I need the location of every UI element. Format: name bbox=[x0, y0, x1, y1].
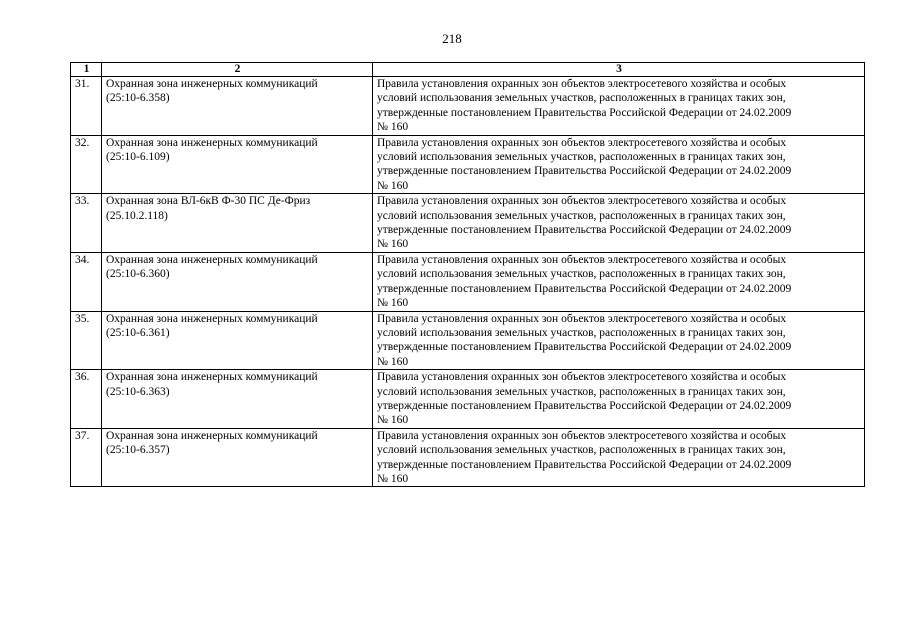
zone-name-line: Охранная зона инженерных коммуникаций bbox=[106, 371, 318, 384]
row-number: 34. bbox=[71, 252, 102, 311]
table-row bbox=[71, 194, 865, 253]
regulation-line: № 160 bbox=[377, 238, 409, 251]
regulation-line: условий использования земельных участков, расположенных в границах таких зон, bbox=[377, 444, 786, 457]
zone-name-cell bbox=[102, 370, 373, 429]
row-number: 33. bbox=[71, 194, 102, 253]
regulation-line: № 160 bbox=[377, 121, 409, 134]
zone-name-line: Охранная зона инженерных коммуникаций bbox=[106, 312, 318, 325]
regulation-line: Правила установления охранных зон объектов электросетевого хозяйства и особых bbox=[377, 136, 787, 149]
column-header-rules: 3 bbox=[373, 63, 865, 77]
zone-name-line: (25:10-6.109) bbox=[106, 151, 170, 164]
zone-name-line: (25:10-6.360) bbox=[106, 268, 170, 281]
regulation-line: утвержденные постановлением Правительства Российской Федерации от 24.02.2009 bbox=[377, 341, 792, 354]
zone-name-cell bbox=[102, 428, 373, 487]
regulation-line: утвержденные постановлением Правительства Российской Федерации от 24.02.2009 bbox=[377, 165, 792, 178]
regulation-cell bbox=[373, 370, 865, 429]
row-number: 32. bbox=[71, 135, 102, 194]
zone-name-line: (25:10-6.361) bbox=[106, 326, 170, 339]
row-number: 35. bbox=[71, 311, 102, 370]
header-row bbox=[71, 63, 865, 77]
zone-name-cell bbox=[102, 311, 373, 370]
regulation-cell bbox=[373, 77, 865, 136]
regulation-line: № 160 bbox=[377, 297, 409, 310]
regulation-cell bbox=[373, 135, 865, 194]
regulation-line: № 160 bbox=[377, 355, 409, 368]
regulation-line: условий использования земельных участков, расположенных в границах таких зон, bbox=[377, 92, 786, 105]
regulation-line: Правила установления охранных зон объектов электросетевого хозяйства и особых bbox=[377, 195, 787, 208]
regulation-line: Правила установления охранных зон объектов электросетевого хозяйства и особых bbox=[377, 371, 787, 384]
zone-name-cell bbox=[102, 77, 373, 136]
regulation-line: утвержденные постановлением Правительства Российской Федерации от 24.02.2009 bbox=[377, 458, 792, 471]
regulation-line: Правила установления охранных зон объектов электросетевого хозяйства и особых bbox=[377, 253, 787, 266]
regulation-line: Правила установления охранных зон объектов электросетевого хозяйства и особых bbox=[377, 78, 787, 90]
zone-name-line: (25.10.2.118) bbox=[106, 209, 168, 222]
zone-name-cell bbox=[102, 252, 373, 311]
regulation-line: утвержденные постановлением Правительства Российской Федерации от 24.02.2009 bbox=[377, 106, 792, 119]
regulation-line: утвержденные постановлением Правительства Российской Федерации от 24.02.2009 bbox=[377, 224, 792, 237]
zone-name-line: Охранная зона инженерных коммуникаций bbox=[106, 429, 318, 442]
table-row bbox=[71, 370, 865, 429]
table-row bbox=[71, 135, 865, 194]
zone-name-line: Охранная зона инженерных коммуникаций bbox=[106, 253, 318, 266]
table-row bbox=[71, 428, 865, 487]
row-number: 36. bbox=[71, 370, 102, 429]
zones-table bbox=[70, 62, 865, 487]
zone-name-line: (25:10-6.358) bbox=[106, 92, 170, 105]
regulation-line: Правила установления охранных зон объектов электросетевого хозяйства и особых bbox=[377, 312, 787, 325]
regulation-line: Правила установления охранных зон объектов электросетевого хозяйства и особых bbox=[377, 429, 787, 442]
regulation-line: № 160 bbox=[377, 414, 409, 427]
regulation-cell bbox=[373, 428, 865, 487]
zone-name-line: Охранная зона ВЛ-6кВ Ф-30 ПС Де-Фриз bbox=[106, 195, 311, 208]
table-row bbox=[71, 252, 865, 311]
row-number: 37. bbox=[71, 428, 102, 487]
table-body bbox=[71, 77, 865, 487]
regulation-line: условий использования земельных участков, расположенных в границах таких зон, bbox=[377, 209, 786, 222]
table-header bbox=[71, 63, 865, 77]
zone-name-line: Охранная зона инженерных коммуникаций bbox=[106, 78, 318, 90]
zone-name-line: Охранная зона инженерных коммуникаций bbox=[106, 136, 318, 149]
regulation-cell bbox=[373, 194, 865, 253]
zone-name-cell bbox=[102, 194, 373, 253]
regulation-cell bbox=[373, 311, 865, 370]
regulation-cell bbox=[373, 252, 865, 311]
zone-name-line: (25:10-6.363) bbox=[106, 385, 170, 398]
regulation-line: условий использования земельных участков, расположенных в границах таких зон, bbox=[377, 326, 786, 339]
page-number: 218 bbox=[442, 31, 462, 46]
regulation-line: условий использования земельных участков, расположенных в границах таких зон, bbox=[377, 385, 786, 398]
column-header-number: 1 bbox=[71, 63, 102, 77]
table-row bbox=[71, 311, 865, 370]
regulation-line: условий использования земельных участков, расположенных в границах таких зон, bbox=[377, 151, 786, 164]
table-row bbox=[71, 77, 865, 136]
regulation-line: № 160 bbox=[377, 472, 409, 485]
regulation-line: условий использования земельных участков, расположенных в границах таких зон, bbox=[377, 268, 786, 281]
regulation-line: утвержденные постановлением Правительства Российской Федерации от 24.02.2009 bbox=[377, 399, 792, 412]
row-number: 31. bbox=[71, 77, 102, 136]
zone-name-line: (25:10-6.357) bbox=[106, 444, 170, 457]
regulation-line: утвержденные постановлением Правительства Российской Федерации от 24.02.2009 bbox=[377, 282, 792, 295]
regulation-line: № 160 bbox=[377, 179, 409, 192]
zone-name-cell bbox=[102, 135, 373, 194]
column-header-zone: 2 bbox=[102, 63, 373, 77]
